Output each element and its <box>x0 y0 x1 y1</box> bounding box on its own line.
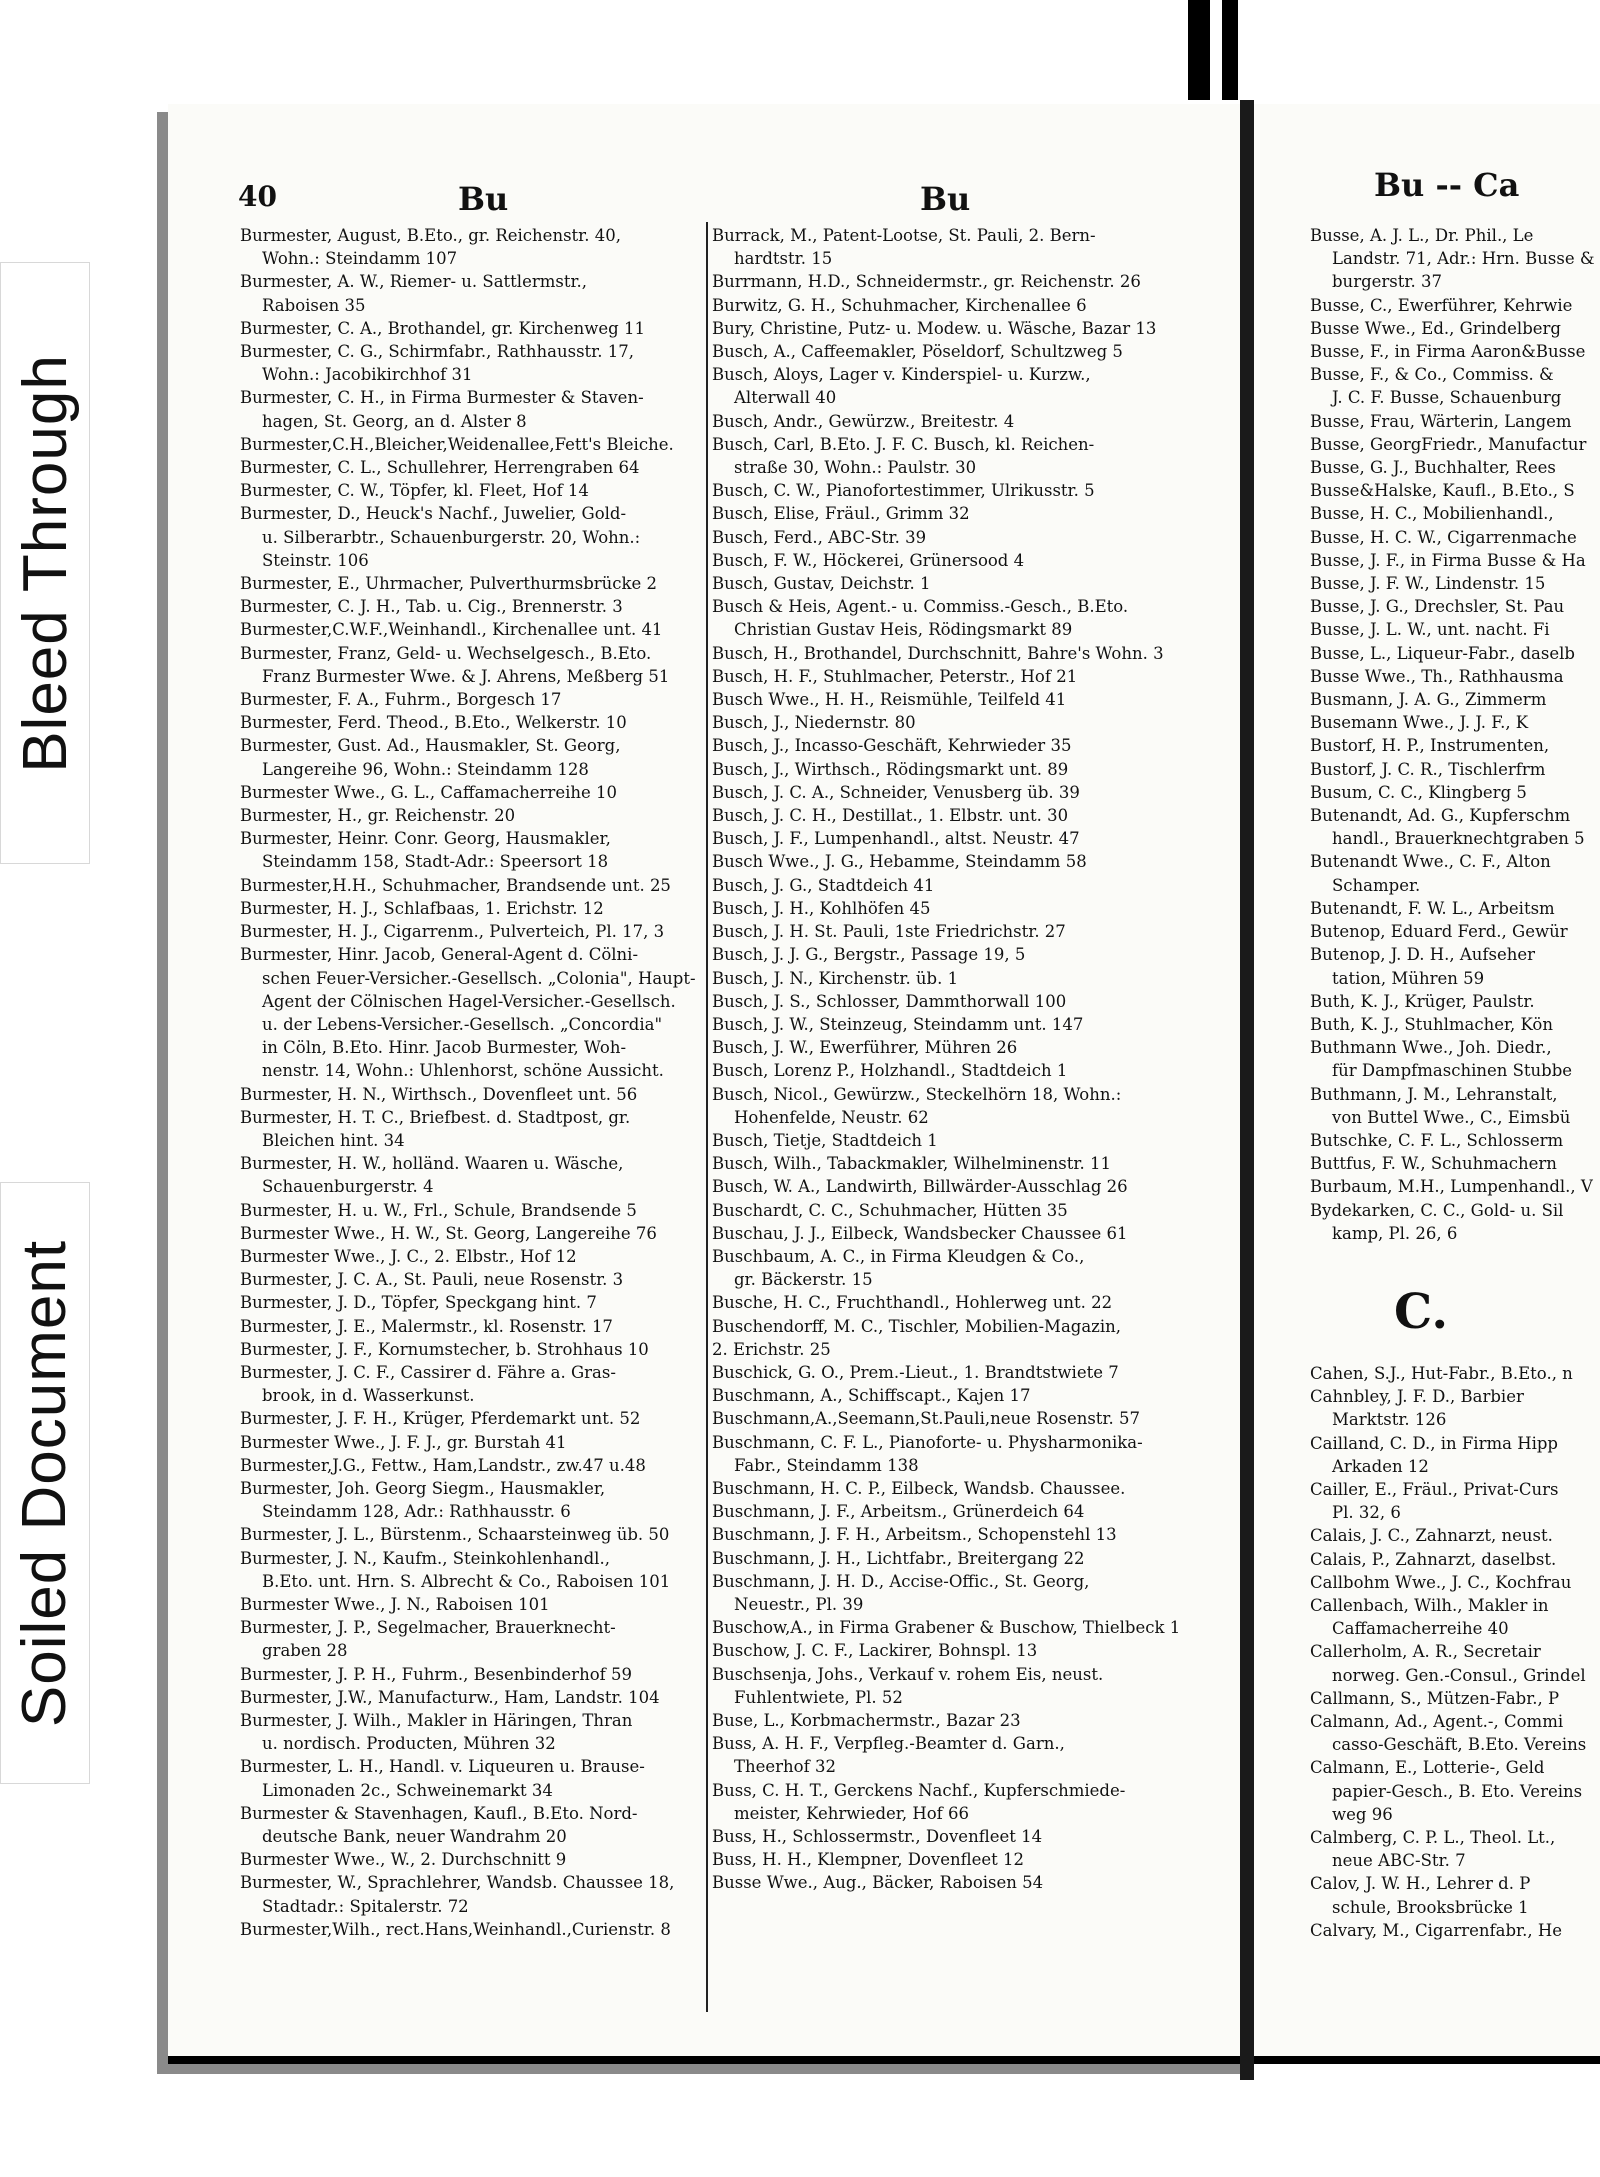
col2-entry: Busch, Gustav, Deichstr. 1 <box>712 574 931 594</box>
col1-entry: Burmester, A. W., Riemer- u. Sattlermstr., <box>240 272 588 292</box>
col2-entry: Busch & Heis, Agent.- u. Commiss.-Gesch., B.Eto. <box>712 597 1129 617</box>
col1-entry: Burmester, Ferd. Theod., B.Eto., Welkerstr. 10 <box>240 713 627 733</box>
col2-entry: Theerhof 32 <box>734 1757 836 1777</box>
col1-entry: Langereihe 96, Wohn.: Steindamm 128 <box>262 759 589 779</box>
col1-entry: Burmester Wwe., H. W., St. Georg, Langereihe 76 <box>240 1223 657 1243</box>
col3a-entry: Busse, F., & Co., Commiss. & <box>1310 365 1554 385</box>
col3a-entry: Busse, G. J., Buchhalter, Rees <box>1310 458 1556 478</box>
page-bottom-edge-right <box>1254 2056 1600 2064</box>
col3b-entry: Callenbach, Wilh., Makler in <box>1310 1596 1549 1616</box>
col1-entry: Burmester Wwe., J. C., 2. Elbstr., Hof 12 <box>240 1246 577 1266</box>
col1-entry: Burmester, J. C. A., St. Pauli, neue Rosenstr. 3 <box>240 1270 624 1290</box>
col1-entry: Franz Burmester Wwe. & J. Ahrens, Meßberg 51 <box>262 666 670 686</box>
page-bottom-edge <box>168 2056 1240 2064</box>
col1-entry: Agent der Cölnischen Hagel-Versicher.-Gesellsch. <box>262 991 676 1011</box>
col3b-entry: Calvary, M., Cigarrenfabr., He <box>1310 1920 1562 1940</box>
col2-entry: Busch Wwe., H. H., Reismühle, Teilfeld 41 <box>712 690 1067 710</box>
col1-entry: schen Feuer-Versicher.-Gesellsch. „Colonia", Haupt- <box>262 968 696 988</box>
col2-entry: Busch, Lorenz P., Holzhandl., Stadtdeich 1 <box>712 1061 1068 1081</box>
col1-entry: nenstr. 14, Wohn.: Uhlenhorst, schöne Aussicht. <box>262 1061 664 1081</box>
col3a-entry: Butenandt, Ad. G., Kupferschm <box>1310 806 1571 826</box>
col3a-entry: Buttfus, F. W., Schuhmachern <box>1310 1154 1557 1174</box>
col3b-entry: Pl. 32, 6 <box>1332 1503 1401 1523</box>
col2-entry: Busch, J. H., Kohlhöfen 45 <box>712 898 931 918</box>
col1-entry: Burmester, H. J., Cigarrenm., Pulverteich, Pl. 17, 3 <box>240 922 665 942</box>
col1-entry: Limonaden 2c., Schweinemarkt 34 <box>262 1780 553 1800</box>
col3b-entry: Cailler, E., Fräul., Privat-Curs <box>1310 1480 1559 1500</box>
col1-entry: Burmester, Heinr. Conr. Georg, Hausmakler, <box>240 829 611 849</box>
col3a-entry: Busmann, J. A. G., Zimmerm <box>1310 690 1547 710</box>
col2-entry: Buschmann, J. H. D., Accise-Offic., St. Georg, <box>712 1571 1090 1591</box>
col1-entry: Burmester, C. G., Schirmfabr., Rathhausstr. 17, <box>240 342 634 362</box>
col1-entry: Burmester, J. E., Malermstr., kl. Rosenstr. 17 <box>240 1316 613 1336</box>
col3b-entry: Callmann, S., Mützen-Fabr., P <box>1310 1688 1560 1708</box>
page-number: 40 <box>238 180 277 213</box>
column-3 <box>1310 224 1600 1245</box>
col3b-entry: Caffamacherreihe 40 <box>1332 1619 1509 1639</box>
col3b-entry: Cahnbley, J. F. D., Barbier <box>1310 1387 1524 1407</box>
col2-entry: Fabr., Steindamm 138 <box>734 1455 919 1475</box>
col2-entry: Buss, H. H., Klempner, Dovenfleet 12 <box>712 1850 1024 1870</box>
col2-entry: Busch, J. W., Steinzeug, Steindamm unt. 147 <box>712 1014 1084 1034</box>
col2-entry: Busch, J., Wirthsch., Rödingsmarkt unt. 89 <box>712 759 1069 779</box>
col3b-entry: Calov, J. W. H., Lehrer d. P <box>1310 1874 1531 1894</box>
col3a-entry: Busse, H. C., Mobilienhandl., <box>1310 504 1554 524</box>
col2-entry: Alterwall 40 <box>734 388 837 408</box>
col2-entry: Buss, A. H. F., Verpfleg.-Beamter d. Garn., <box>712 1734 1065 1754</box>
col2-entry: meister, Kehrwieder, Hof 66 <box>734 1803 970 1823</box>
directory-page-left <box>168 104 1240 2064</box>
col2-entry: Buschbaum, A. C., in Firma Kleudgen & Co., <box>712 1246 1085 1266</box>
col1-entry: Burmester, H. T. C., Briefbest. d. Stadtpost, gr. <box>240 1107 631 1127</box>
col3a-entry: handl., Brauerknechtgraben 5 <box>1332 829 1585 849</box>
col1-entry: Burmester, J. F. H., Krüger, Pferdemarkt unt. 52 <box>240 1409 641 1429</box>
bleed-through-label <box>0 262 90 864</box>
col2-entry: hardtstr. 15 <box>734 249 833 269</box>
col1-entry: Burmester Wwe., J. N., Raboisen 101 <box>240 1594 550 1614</box>
column-divider <box>706 222 708 2012</box>
col1-entry: Steindamm 128, Adr.: Rathhausstr. 6 <box>262 1502 571 1522</box>
col2-entry: Busch, Wilh., Tabackmakler, Wilhelminenstr. 11 <box>712 1154 1111 1174</box>
col1-entry: in Cöln, B.Eto. Hinr. Jacob Burmester, Woh- <box>262 1038 627 1058</box>
col3b-entry: norweg. Gen.-Consul., Grindel <box>1332 1665 1586 1685</box>
col3a-entry: Bydekarken, C. C., Gold- u. Sil <box>1310 1200 1564 1220</box>
col1-entry: Burmester, L. H., Handl. v. Liqueuren u. Brause- <box>240 1757 645 1777</box>
col3a-entry: Buth, K. J., Krüger, Paulstr. <box>1310 991 1535 1011</box>
col1-entry: Burmester, C. L., Schullehrer, Herrengraben 64 <box>240 458 640 478</box>
col3a-entry: Busse, F., in Firma Aaron&Busse <box>1310 342 1586 362</box>
col3a-entry: Schamper. <box>1332 875 1421 895</box>
col3a-entry: Busemann Wwe., J. J. F., K <box>1310 713 1529 733</box>
col1-entry: Burmester Wwe., J. F. J., gr. Burstah 41 <box>240 1432 567 1452</box>
col2-entry: Busche, H. C., Fruchthandl., Hohlerweg unt. 22 <box>712 1293 1113 1313</box>
soiled-document-text: Soiled Document <box>10 1239 80 1727</box>
col1-entry: hagen, St. Georg, an d. Alster 8 <box>262 411 527 431</box>
col2-entry: Neuestr., Pl. 39 <box>734 1594 864 1614</box>
col3a-entry: für Dampfmaschinen Stubbe <box>1332 1061 1573 1081</box>
col1-entry: Burmester, J. D., Töpfer, Speckgang hint. 7 <box>240 1293 597 1313</box>
col1-entry: Burmester, H., gr. Reichenstr. 20 <box>240 806 516 826</box>
col2-entry: Busch, W. A., Landwirth, Billwärder-Ausschlag 26 <box>712 1177 1128 1197</box>
col1-entry: Burmester, F. A., Fuhrm., Borgesch 17 <box>240 690 562 710</box>
col1-entry: Burmester, D., Heuck's Nachf., Juwelier, Gold- <box>240 504 627 524</box>
col3a-entry: Busum, C. C., Klingberg 5 <box>1310 782 1527 802</box>
col2-entry: Buschmann, A., Schiffscapt., Kajen 17 <box>712 1386 1031 1406</box>
col2-entry: Busch, J. C. A., Schneider, Venusberg üb. 39 <box>712 782 1080 802</box>
col3a-entry: Burbaum, M.H., Lumpenhandl., V <box>1310 1177 1593 1197</box>
col3b-entry: Cahen, S.J., Hut-Fabr., B.Eto., n <box>1310 1364 1573 1383</box>
col2-entry: Buschmann, J. F. H., Arbeitsm., Schopenstehl 13 <box>712 1525 1117 1545</box>
col2-entry: Busch, Andr., Gewürzw., Breitestr. 4 <box>712 411 1015 431</box>
soiled-document-label <box>0 1182 90 1784</box>
col3b-entry: Calmann, Ad., Agent.-, Commi <box>1310 1712 1564 1732</box>
col1-entry: Burmester,C.W.F.,Weinhandl., Kirchenallee unt. 41 <box>240 620 663 640</box>
col2-entry: Buschmann, J. H., Lichtfabr., Breitergang 22 <box>712 1548 1085 1568</box>
col3a-entry: J. C. F. Busse, Schauenburg <box>1332 388 1562 408</box>
col1-entry: Burmester, C. J. H., Tab. u. Cig., Brennerstr. 3 <box>240 597 623 617</box>
col3b-entry: neue ABC-Str. 7 <box>1332 1851 1466 1871</box>
col1-entry: Burmester, Hinr. Jacob, General-Agent d. Cölni- <box>240 945 639 965</box>
col3a-entry: von Buttel Wwe., C., Eimsbü <box>1332 1107 1571 1127</box>
col3a-entry: Butenandt, F. W. L., Arbeitsm <box>1310 898 1555 918</box>
col3a-entry: kamp, Pl. 26, 6 <box>1332 1223 1458 1243</box>
col3a-entry: Busse, A. J. L., Dr. Phil., Le <box>1310 226 1534 245</box>
column-3-section-c <box>1310 1362 1600 1942</box>
col2-entry: Buschau, J. J., Eilbeck, Wandsbecker Chaussee 61 <box>712 1223 1128 1243</box>
col3a-entry: Busse, GeorgFriedr., Manufactur <box>1310 434 1587 454</box>
column-2 <box>712 224 1220 1895</box>
col3a-entry: Butenop, Eduard Ferd., Gewür <box>1310 922 1568 942</box>
col2-entry: Busch, Nicol., Gewürzw., Steckelhörn 18, Wohn.: <box>712 1084 1122 1104</box>
col1-entry: Burmester Wwe., W., 2. Durchschnitt 9 <box>240 1850 567 1870</box>
col1-entry: Raboisen 35 <box>262 295 366 315</box>
col1-entry: Burmester, C. A., Brothandel, gr. Kirchenweg 11 <box>240 318 645 338</box>
col1-entry: Burmester, C. W., Töpfer, kl. Fleet, Hof 14 <box>240 481 589 501</box>
col2-entry: Busch, J. H. St. Pauli, 1ste Friedrichstr. 27 <box>712 922 1066 942</box>
col3b-entry: Callerholm, A. R., Secretair <box>1310 1642 1541 1662</box>
bleed-through-text: Bleed Through <box>10 353 80 773</box>
col2-entry: Busch, J., Incasso-Geschäft, Kehrwieder 35 <box>712 736 1072 756</box>
col1-entry: Burmester,H.H., Schuhmacher, Brandsende unt. 25 <box>240 875 671 895</box>
col2-entry: Busch, Ferd., ABC-Str. 39 <box>712 527 927 547</box>
col3b-entry: papier-Gesch., B. Eto. Vereins <box>1332 1781 1583 1801</box>
col2-entry: Busch, J. W., Ewerführer, Mühren 26 <box>712 1038 1018 1058</box>
col1-entry: B.Eto. unt. Hrn. S. Albrecht & Co., Raboisen 101 <box>262 1571 671 1591</box>
col2-entry: Buschmann, H. C. P., Eilbeck, Wandsb. Chaussee. <box>712 1478 1126 1498</box>
col3b-entry: Calais, J. C., Zahnarzt, neust. <box>1310 1526 1553 1546</box>
col1-entry: Burmester,C.H.,Bleicher,Weidenallee,Fett's Bleiche. <box>240 434 674 454</box>
col2-entry: Busch, J. J. G., Bergstr., Passage 19, 5 <box>712 945 1026 965</box>
col2-entry: Busch Wwe., J. G., Hebamme, Steindamm 58 <box>712 852 1087 872</box>
col3a-entry: Busse Wwe., Th., Rathhausma <box>1310 666 1564 686</box>
col2-entry: Buschmann,A.,Seemann,St.Pauli,neue Rosenstr. 57 <box>712 1409 1140 1429</box>
col2-entry: Buschow, J. C. F., Lackirer, Bohnspl. 13 <box>712 1641 1038 1661</box>
col3a-entry: Busse, C., Ewerführer, Kehrwie <box>1310 295 1573 315</box>
col3a-entry: Bustorf, J. C. R., Tischlerfrm <box>1310 759 1546 779</box>
col3a-entry: burgerstr. 37 <box>1332 272 1442 292</box>
col2-entry: Busch, Carl, B.Eto. J. F. C. Busch, kl. Reichen- <box>712 434 1095 454</box>
col3a-entry: Busse, J. L. W., unt. nacht. Fi <box>1310 620 1550 640</box>
col3a-entry: Busse, J. F., in Firma Busse & Ha <box>1310 550 1586 570</box>
col1-entry: Burmester, J. C. F., Cassirer d. Fähre a. Gras- <box>240 1362 616 1382</box>
col2-entry: 2. Erichstr. 25 <box>712 1339 831 1359</box>
col2-entry: Buschendorff, M. C., Tischler, Mobilien-Magazin, <box>712 1316 1122 1336</box>
col1-entry: Schauenburgerstr. 4 <box>262 1177 434 1197</box>
col2-entry: straße 30, Wohn.: Paulstr. 30 <box>734 458 977 478</box>
col2-entry: Fuhlentwiete, Pl. 52 <box>734 1687 903 1707</box>
col3a-entry: Busse, Frau, Wärterin, Langem <box>1310 411 1572 431</box>
column-1 <box>240 224 704 1941</box>
col1-entry: Burmester, H. N., Wirthsch., Dovenfleet unt. 56 <box>240 1084 638 1104</box>
col2-entry: Buschick, G. O., Prem.-Lieut., 1. Brandtstwiete 7 <box>712 1362 1119 1382</box>
col3b-entry: Calais, P., Zahnarzt, daselbst. <box>1310 1549 1557 1569</box>
binding-tab-right <box>1222 0 1238 100</box>
col2-entry: Busch, C. W., Pianofortestimmer, Ulrikusstr. 5 <box>712 481 1095 501</box>
col3a-entry: Bustorf, H. P., Instrumenten, <box>1310 736 1550 756</box>
col3a-entry: Busse Wwe., Ed., Grindelberg <box>1310 318 1561 338</box>
col3a-entry: Busse&Halske, Kaufl., B.Eto., S <box>1310 481 1575 501</box>
col3a-entry: Butenop, J. D. H., Aufseher <box>1310 945 1535 965</box>
col2-entry: Busch, Aloys, Lager v. Kinderspiel- u. Kurzw., <box>712 365 1091 385</box>
col1-entry: Steindamm 158, Stadt-Adr.: Speersort 18 <box>262 852 609 872</box>
col3a-entry: Busse, J. F. W., Lindenstr. 15 <box>1310 574 1546 594</box>
col1-entry: u. nordisch. Producten, Mühren 32 <box>262 1734 556 1754</box>
col2-entry: Buse, L., Korbmachermstr., Bazar 23 <box>712 1711 1021 1730</box>
col3a-entry: tation, Mühren 59 <box>1332 968 1485 988</box>
col3a-entry: Buthmann Wwe., Joh. Diedr., <box>1310 1038 1552 1058</box>
col1-entry: Burmester, J. F., Kornumstecher, b. Strohhaus 10 <box>240 1339 649 1359</box>
col2-entry: Busch, Elise, Fräul., Grimm 32 <box>712 504 970 524</box>
col2-entry: Busch, Tietje, Stadtdeich 1 <box>712 1130 938 1150</box>
col1-entry: Burmester Wwe., G. L., Caffamacherreihe 10 <box>240 782 617 802</box>
col1-entry: Burmester,Wilh., rect.Hans,Weinhandl.,Curienstr. 8 <box>240 1919 671 1939</box>
col1-entry: Burmester, Franz, Geld- u. Wechselgesch., B.Eto. <box>240 643 652 663</box>
col3a-entry: Butschke, C. F. L., Schlosserm <box>1310 1130 1564 1150</box>
col2-entry: gr. Bäckerstr. 15 <box>734 1270 873 1290</box>
section-letter: C. <box>1394 1284 1449 1340</box>
col1-entry: Burmester, August, B.Eto., gr. Reichenstr. 40, <box>240 226 621 245</box>
col3a-entry: Landstr. 71, Adr.: Hrn. Busse & <box>1332 249 1595 269</box>
col3b-entry: Callbohm Wwe., J. C., Kochfrau <box>1310 1572 1572 1592</box>
col2-entry: Buschmann, C. F. L., Pianoforte- u. Physharmonika- <box>712 1432 1143 1452</box>
col1-entry: deutsche Bank, neuer Wandrahm 20 <box>262 1827 567 1847</box>
col1-entry: Burmester, Joh. Georg Siegm., Hausmakler, <box>240 1478 606 1498</box>
page-heading-left: Bu <box>458 180 509 218</box>
col2-entry: Busch, J., Niedernstr. 80 <box>712 713 916 733</box>
col3b-entry: Arkaden 12 <box>1332 1456 1429 1476</box>
col2-entry: Busch, J. S., Schlosser, Dammthorwall 100 <box>712 991 1067 1011</box>
col1-entry: Burmester,J.G., Fettw., Ham,Landstr., zw.47 u.48 <box>240 1455 646 1475</box>
col2-entry: Busch, A., Caffeemakler, Pöseldorf, Schultzweg 5 <box>712 342 1123 362</box>
col2-entry: Burrack, M., Patent-Lootse, St. Pauli, 2. Bern- <box>712 226 1096 245</box>
col1-entry: Bleichen hint. 34 <box>262 1130 405 1150</box>
col1-entry: Burmester, J. L., Bürstenm., Schaarsteinweg üb. 50 <box>240 1525 670 1545</box>
col2-entry: Busch, J. N., Kirchenstr. üb. 1 <box>712 968 959 988</box>
col3a-entry: Butenandt Wwe., C. F., Alton <box>1310 852 1551 872</box>
col3a-entry: Busse, L., Liqueur-Fabr., daselb <box>1310 643 1575 663</box>
col3b-entry: Marktstr. 126 <box>1332 1410 1447 1430</box>
col2-entry: Hohenfelde, Neustr. 62 <box>734 1107 929 1127</box>
col3b-entry: weg 96 <box>1332 1804 1393 1824</box>
col1-entry: Burmester & Stavenhagen, Kaufl., B.Eto. Nord- <box>240 1803 638 1823</box>
col1-entry: u. der Lebens-Versicher.-Gesellsch. „Concordia" <box>262 1014 663 1034</box>
col2-entry: Christian Gustav Heis, Rödingsmarkt 89 <box>734 620 1073 640</box>
col2-entry: Busch, J. C. H., Destillat., 1. Elbstr. unt. 30 <box>712 806 1069 826</box>
col1-entry: Burmester, W., Sprachlehrer, Wandsb. Chaussee 18, <box>240 1873 675 1893</box>
col2-entry: Busch, J. G., Stadtdeich 41 <box>712 875 935 895</box>
col2-entry: Buss, H., Schlossermstr., Dovenfleet 14 <box>712 1827 1043 1847</box>
col2-entry: Buss, C. H. T., Gerckens Nachf., Kupferschmiede- <box>712 1780 1126 1800</box>
directory-page-right <box>1254 104 1600 2064</box>
col2-entry: Busch, F. W., Höckerei, Grünersood 4 <box>712 550 1025 570</box>
col3b-entry: Calmann, E., Lotterie-, Geld <box>1310 1758 1545 1778</box>
col3b-entry: schule, Brooksbrücke 1 <box>1332 1897 1529 1917</box>
col3a-entry: Busse, J. G., Drechsler, St. Pau <box>1310 597 1565 617</box>
binding-tab-left <box>1188 0 1210 100</box>
col2-entry: Bury, Christine, Putz- u. Modew. u. Wäsche, Bazar 13 <box>712 318 1157 338</box>
book-gutter <box>1240 100 1254 2080</box>
col2-entry: Buschmann, J. F., Arbeitsm., Grünerdeich 64 <box>712 1502 1085 1522</box>
col3a-entry: Buthmann, J. M., Lehranstalt, <box>1310 1084 1558 1104</box>
col1-entry: Wohn.: Steindamm 107 <box>262 249 458 269</box>
col3b-entry: Cailland, C. D., in Firma Hipp <box>1310 1433 1558 1453</box>
page-heading-right: Bu -- Ca <box>1374 166 1520 204</box>
col2-entry: Busch, H., Brothandel, Durchschnitt, Bahre's Wohn. 3 <box>712 643 1164 663</box>
col1-entry: Burmester, H. u. W., Frl., Schule, Brandsende 5 <box>240 1200 637 1220</box>
col1-entry: Burmester, C. H., in Firma Burmester & Staven- <box>240 388 644 408</box>
col2-entry: Busse Wwe., Aug., Bäcker, Raboisen 54 <box>712 1873 1044 1893</box>
col1-entry: Burmester, J. Wilh., Makler in Häringen, Thran <box>240 1711 633 1730</box>
col2-entry: Buschow,A., in Firma Grabener & Buschow, Thielbeck 1 <box>712 1618 1181 1638</box>
col2-entry: Buschsenja, Johs., Verkauf v. rohem Eis, neust. <box>712 1664 1104 1684</box>
col2-entry: Burwitz, G. H., Schuhmacher, Kirchenallee 6 <box>712 295 1087 315</box>
col1-entry: Burmester, J. N., Kaufm., Steinkohlenhandl., <box>240 1548 610 1568</box>
col1-entry: Burmester, H. J., Schlafbaas, 1. Erichstr. 12 <box>240 898 604 918</box>
col2-entry: Buschardt, C. C., Schuhmacher, Hütten 35 <box>712 1200 1068 1220</box>
col1-entry: Burmester, J. P., Segelmacher, Brauerknecht- <box>240 1618 616 1638</box>
page-heading-center: Bu <box>920 180 971 218</box>
col1-entry: Burmester, Gust. Ad., Hausmakler, St. Georg, <box>240 736 621 756</box>
col3b-entry: Calmberg, C. P. L., Theol. Lt., <box>1310 1828 1556 1848</box>
col2-entry: Burrmann, H.D., Schneidermstr., gr. Reichenstr. 26 <box>712 272 1141 292</box>
col1-entry: Wohn.: Jacobikirchhof 31 <box>262 365 473 385</box>
col1-entry: u. Silberarbtr., Schauenburgerstr. 20, Wohn.: <box>262 527 641 547</box>
col3b-entry: casso-Geschäft, B.Eto. Vereins <box>1332 1735 1587 1755</box>
col1-entry: brook, in d. Wasserkunst. <box>262 1386 475 1406</box>
col1-entry: Steinstr. 106 <box>262 550 369 570</box>
col3a-entry: Buth, K. J., Stuhlmacher, Kön <box>1310 1014 1553 1034</box>
col1-entry: Burmester, H. W., holländ. Waaren u. Wäsche, <box>240 1154 624 1174</box>
col1-entry: graben 28 <box>262 1641 348 1661</box>
col2-entry: Busch, J. F., Lumpenhandl., altst. Neustr. 47 <box>712 829 1080 849</box>
col3a-entry: Busse, H. C. W., Cigarrenmache <box>1310 527 1577 547</box>
col1-entry: Stadtadr.: Spitalerstr. 72 <box>262 1896 469 1916</box>
col1-entry: Burmester, J. P. H., Fuhrm., Besenbinderhof 59 <box>240 1664 632 1684</box>
col1-entry: Burmester, E., Uhrmacher, Pulverthurmsbrücke 2 <box>240 574 658 594</box>
col2-entry: Busch, H. F., Stuhlmacher, Peterstr., Hof 21 <box>712 666 1078 686</box>
col1-entry: Burmester, J.W., Manufacturw., Ham, Landstr. 104 <box>240 1687 660 1707</box>
